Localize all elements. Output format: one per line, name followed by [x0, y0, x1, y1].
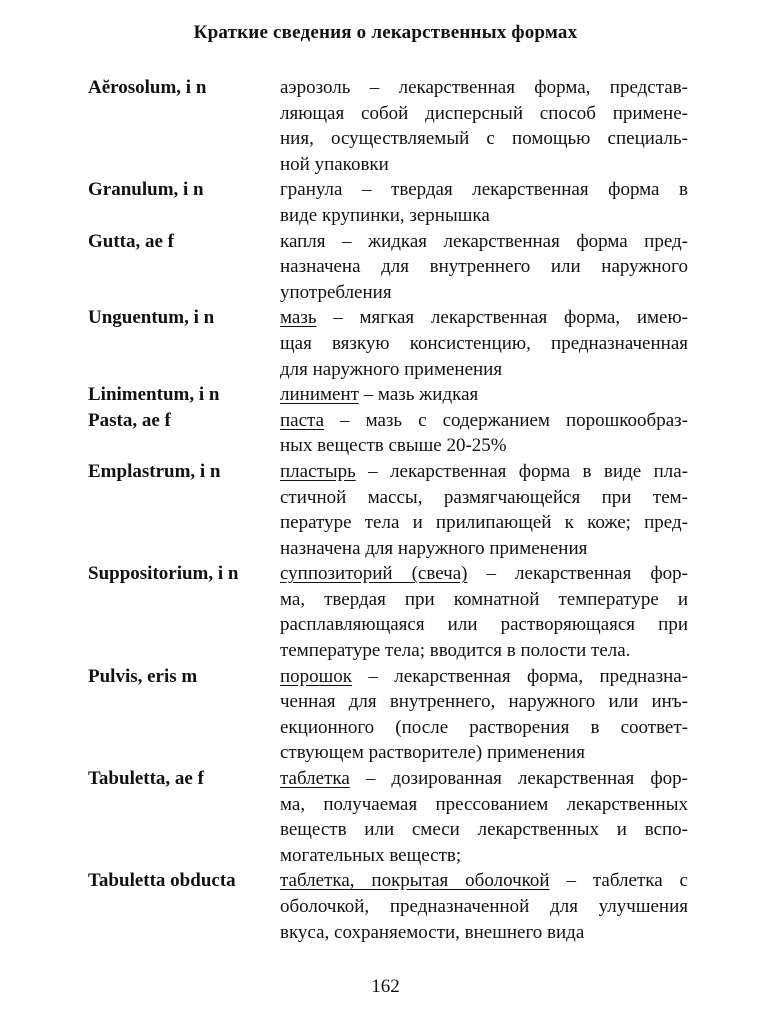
term-definition: [280, 664, 688, 766]
definition-text: виде крупинки, зернышка: [280, 204, 490, 226]
definition-line: [280, 408, 688, 434]
definition-line: [280, 638, 688, 664]
definition-text: назначена для наружного применения: [280, 537, 588, 559]
definition-line: [280, 177, 688, 203]
definition-line: [280, 126, 688, 152]
definition-text: гранула – твердая лекарственная форма в: [280, 179, 688, 201]
russian-term: паста: [280, 409, 325, 431]
russian-term: мазь: [280, 307, 317, 329]
definition-text: капля – жидкая лекарственная форма пред-: [280, 230, 688, 252]
definition-text: ма, твердая при комнатной температуре и: [280, 588, 688, 610]
glossary-list: [88, 75, 688, 945]
definition-text: назначена для внутреннего или наружного: [280, 256, 688, 278]
term-definition: [280, 229, 688, 306]
definition-text: вкуса, сохраняемости, внешнего вида: [280, 921, 585, 943]
definition-text: – лекарственная форма в виде пла-: [355, 460, 688, 482]
page-title: Краткие сведения о лекарственных формах: [193, 22, 578, 43]
latin-term: Pasta, ae f: [88, 409, 171, 431]
definition-line: [280, 587, 688, 613]
term-definition: [280, 868, 688, 945]
definition-line: [280, 229, 688, 255]
glossary-entry: [88, 664, 688, 766]
definition-line: [280, 920, 688, 946]
glossary-entry: [88, 382, 688, 408]
definition-text: ной упаковки: [280, 153, 389, 175]
definition-line: [280, 817, 688, 843]
definition-text: аэрозоль – лекарственная форма, представ-: [280, 77, 688, 98]
definition-text: ма, получаемая прессованием лекарственных: [280, 793, 688, 815]
definition-text: ляющая собой дисперсный способ примене-: [280, 102, 688, 124]
definition-line: [280, 664, 688, 690]
definition-line: [280, 868, 688, 894]
definition-line: [280, 485, 688, 511]
definition-text: – лекарственная форма, предназна-: [352, 665, 688, 687]
glossary-entry: [88, 561, 688, 663]
definition-text: веществ или смеси лекарственных и вспо-: [280, 819, 688, 841]
definition-text: для наружного применения: [280, 358, 503, 380]
definition-line: [280, 612, 688, 638]
latin-term: Linimentum, i n: [88, 384, 220, 406]
glossary-entry: [88, 305, 688, 382]
definition-text: – мазь с содержанием порошкообраз-: [324, 409, 688, 431]
definition-line: [280, 203, 688, 229]
definition-line: [280, 510, 688, 536]
latin-term: Gutta, ae f: [88, 230, 175, 252]
definition-line: [280, 740, 688, 766]
latin-term: Suppositorium, i n: [88, 563, 239, 585]
definition-line: [280, 433, 688, 459]
definition-text: ствующем растворителе) применения: [280, 742, 585, 764]
term-definition: [280, 459, 688, 561]
definition-line: [280, 280, 688, 306]
definition-line: [280, 561, 688, 587]
term-definition: [280, 766, 688, 868]
term-definition: [280, 177, 688, 228]
latin-term: Granulum, i n: [88, 179, 204, 201]
definition-text: щая вязкую консистенцию, предназначенная: [280, 332, 688, 354]
definition-text: – дозированная лекарственная фор-: [349, 768, 688, 790]
definition-text: екционного (после растворения в соответ-: [280, 716, 688, 738]
definition-text: расплавляющаяся или растворяющаяся при: [280, 614, 688, 636]
definition-text: ния, осуществляемый с помощью специаль-: [280, 128, 688, 150]
definition-line: [280, 152, 688, 178]
definition-text: – мягкая лекарственная форма, имею-: [316, 307, 688, 329]
definition-line: [280, 894, 688, 920]
glossary-entry: [88, 229, 688, 306]
definition-text: температуре тела; вводится в полости тела.: [280, 640, 631, 662]
definition-text: пературе тела и прилипающей к коже; пред-: [280, 512, 688, 534]
term-definition: [280, 408, 688, 459]
definition-line: [280, 792, 688, 818]
definition-text: употребления: [280, 281, 392, 303]
term-definition: [280, 305, 688, 382]
russian-term: пластырь: [280, 460, 356, 482]
russian-term: линимент: [280, 384, 359, 406]
latin-term: Emplastrum, i n: [88, 460, 221, 482]
definition-text: – мазь жидкая: [358, 384, 479, 406]
glossary-entry: [88, 177, 688, 228]
definition-line: [280, 459, 688, 485]
latin-term: Pulvis, eris m: [88, 665, 198, 687]
glossary-entry: [88, 75, 688, 177]
page-number: 162: [371, 976, 400, 997]
russian-term: таблетка: [280, 768, 350, 790]
definition-text: ченная для внутреннего, наружного или инъ-: [280, 691, 688, 713]
definition-line: [280, 75, 688, 101]
russian-term: порошок: [280, 665, 353, 687]
term-definition: [280, 561, 688, 663]
definition-line: [280, 843, 688, 869]
russian-term: таблетка, покрытая оболочкой: [280, 870, 550, 892]
definition-line: [280, 331, 688, 357]
term-definition: [280, 382, 688, 408]
definition-line: [280, 254, 688, 280]
term-definition: [280, 75, 688, 177]
definition-text: ных веществ свыше 20-25%: [280, 435, 507, 457]
latin-term: Unguentum, i n: [88, 307, 215, 329]
glossary-entry: [88, 868, 688, 945]
definition-line: [280, 715, 688, 741]
definition-line: [280, 766, 688, 792]
glossary-entry: [88, 408, 688, 459]
glossary-entry: [88, 459, 688, 561]
definition-line: [280, 305, 688, 331]
latin-term: Aĕrosolum, i n: [88, 77, 207, 98]
definition-text: – таблетка с: [549, 870, 688, 892]
russian-term: суппозиторий (свеча): [280, 563, 468, 585]
definition-text: – лекарственная фор-: [467, 563, 689, 585]
latin-term: Tabuletta obducta: [88, 870, 236, 892]
definition-line: [280, 101, 688, 127]
definition-line: [280, 357, 688, 383]
definition-text: оболочкой, предназначенной для улучшения: [280, 896, 688, 917]
definition-line: [280, 536, 688, 562]
glossary-entry: [88, 766, 688, 868]
definition-line: [280, 689, 688, 715]
definition-text: могательных веществ;: [280, 844, 462, 866]
definition-line: [280, 382, 688, 408]
definition-text: стичной массы, размягчающейся при тем-: [280, 486, 688, 508]
latin-term: Tabuletta, ae f: [88, 768, 204, 790]
